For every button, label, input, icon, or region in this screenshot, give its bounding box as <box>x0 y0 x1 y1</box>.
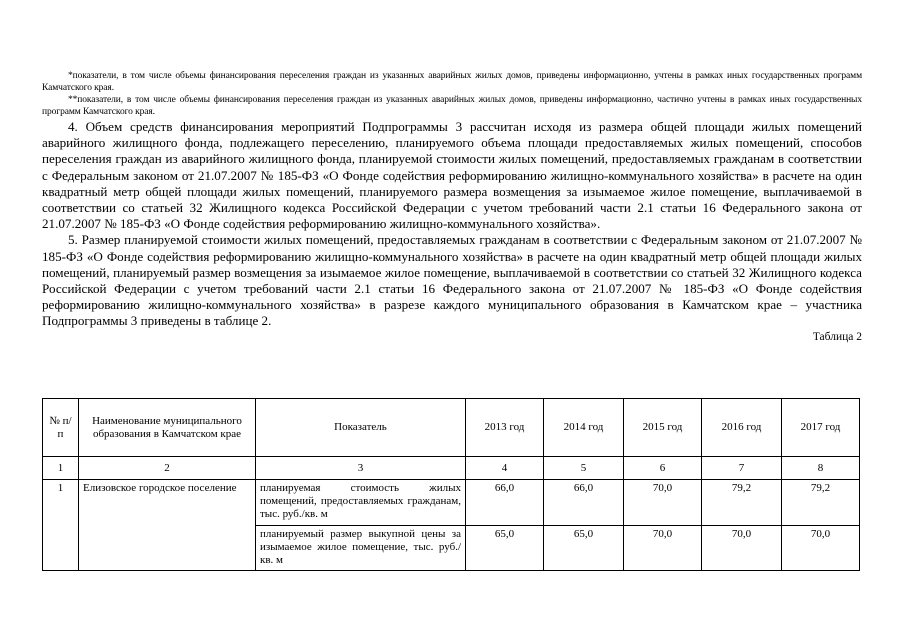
header-cell: Наименование муниципального образования в Камчатском крае <box>79 399 256 457</box>
value-cell: 65,0 <box>466 526 544 571</box>
value-cell: 66,0 <box>544 480 624 526</box>
column-number: 5 <box>544 457 624 480</box>
row-number: 1 <box>43 480 79 571</box>
value-cell: 65,0 <box>544 526 624 571</box>
value-cell: 66,0 <box>466 480 544 526</box>
value-cell: 70,0 <box>624 480 702 526</box>
column-number: 3 <box>256 457 466 480</box>
column-number: 1 <box>43 457 79 480</box>
document-page <box>42 70 862 344</box>
paragraph-5: 5. Размер планируемой стоимости жилых помещений, предоставляемых гражданам в соответствии с Федеральным законом от 21.07.2007 № 185-ФЗ «О Фонде содействия реформированию жилищно-коммунального хозяйства» в расчете на один квадратный метр общей площади жилых помещений, планируемый размер возмещения за изымаемое жилое помещение, выплачиваемой в соответствии со статьей 32 Жилищного кодекса Российской Федерации с учетом требований части 2.1 статьи 16 Федерального закона от 21.07.2007 № 185-ФЗ «О Фонде содействия реформированию жилищно-коммунального хозяйства» в разрезе каждого муниципального образования в Камчатском крае – участника Подпрограммы 3 приведены в таблице 2. <box>42 232 862 329</box>
column-number: 4 <box>466 457 544 480</box>
column-number: 8 <box>782 457 860 480</box>
table-row <box>43 480 860 526</box>
municipality-name: Елизовское городское поселение <box>79 480 256 571</box>
header-cell: 2016 год <box>702 399 782 457</box>
column-number: 6 <box>624 457 702 480</box>
footnote-2: **показатели, в том числе объемы финансирования переселения граждан из указанных аварийных жилых домов, приведены информационно, частично учтены в рамках иных государственных программ Камчатского края. <box>42 95 862 117</box>
header-cell: 2014 год <box>544 399 624 457</box>
table-caption: Таблица 2 <box>812 330 862 343</box>
header-cell: 2015 год <box>624 399 702 457</box>
header-cell: № п/п <box>43 399 79 457</box>
table-header-row <box>43 399 860 457</box>
value-cell: 70,0 <box>702 526 782 571</box>
indicators-table <box>42 398 860 571</box>
column-number-row <box>43 457 860 480</box>
value-cell: 79,2 <box>702 480 782 526</box>
value-cell: 70,0 <box>782 526 860 571</box>
header-cell: Показатель <box>256 399 466 457</box>
header-cell: 2013 год <box>466 399 544 457</box>
header-cell: 2017 год <box>782 399 860 457</box>
footnote-1: *показатели, в том числе объемы финансирования переселения граждан из указанных аварийных жилых домов, приведены информационно, учтены в рамках иных государственных программ Камчатского края. <box>42 71 862 93</box>
column-number: 2 <box>79 457 256 480</box>
indicator-name: планируемая стоимость жилых помещений, предоставляемых гражданам, тыс. руб./кв. м <box>256 480 466 526</box>
value-cell: 70,0 <box>624 526 702 571</box>
indicator-name: планируемый размер выкупной цены за изымаемое жилое помещение, тыс. руб./кв. м <box>256 526 466 571</box>
value-cell: 79,2 <box>782 480 860 526</box>
paragraph-4: 4. Объем средств финансирования мероприятий Подпрограммы 3 рассчитан исходя из размера общей площади жилых помещений аварийного жилищного фонда, подлежащего переселению, планируемого объема площади предоставляемых жилых помещений, способов переселения граждан из аварийного жилищного фонда, планируемой стоимости жилых помещений, предоставляемых гражданам в соответствии с Федеральным законом от 21.07.2007 № 185-ФЗ «О Фонде содействия реформированию жилищно-коммунального хозяйства» в расчете на один квадратный метр общей площади жилых помещений, планируемого размера возмещения за изымаемое жилое помещение, выплачиваемой в соответствии со статьей 32 Жилищного кодекса Российской Федерации с учетом требований части 2.1 статьи 16 Федерального закона от 21.07.2007 № 185-ФЗ «О Фонде содействия реформированию жилищно-коммунального хозяйства». <box>42 119 862 232</box>
column-number: 7 <box>702 457 782 480</box>
